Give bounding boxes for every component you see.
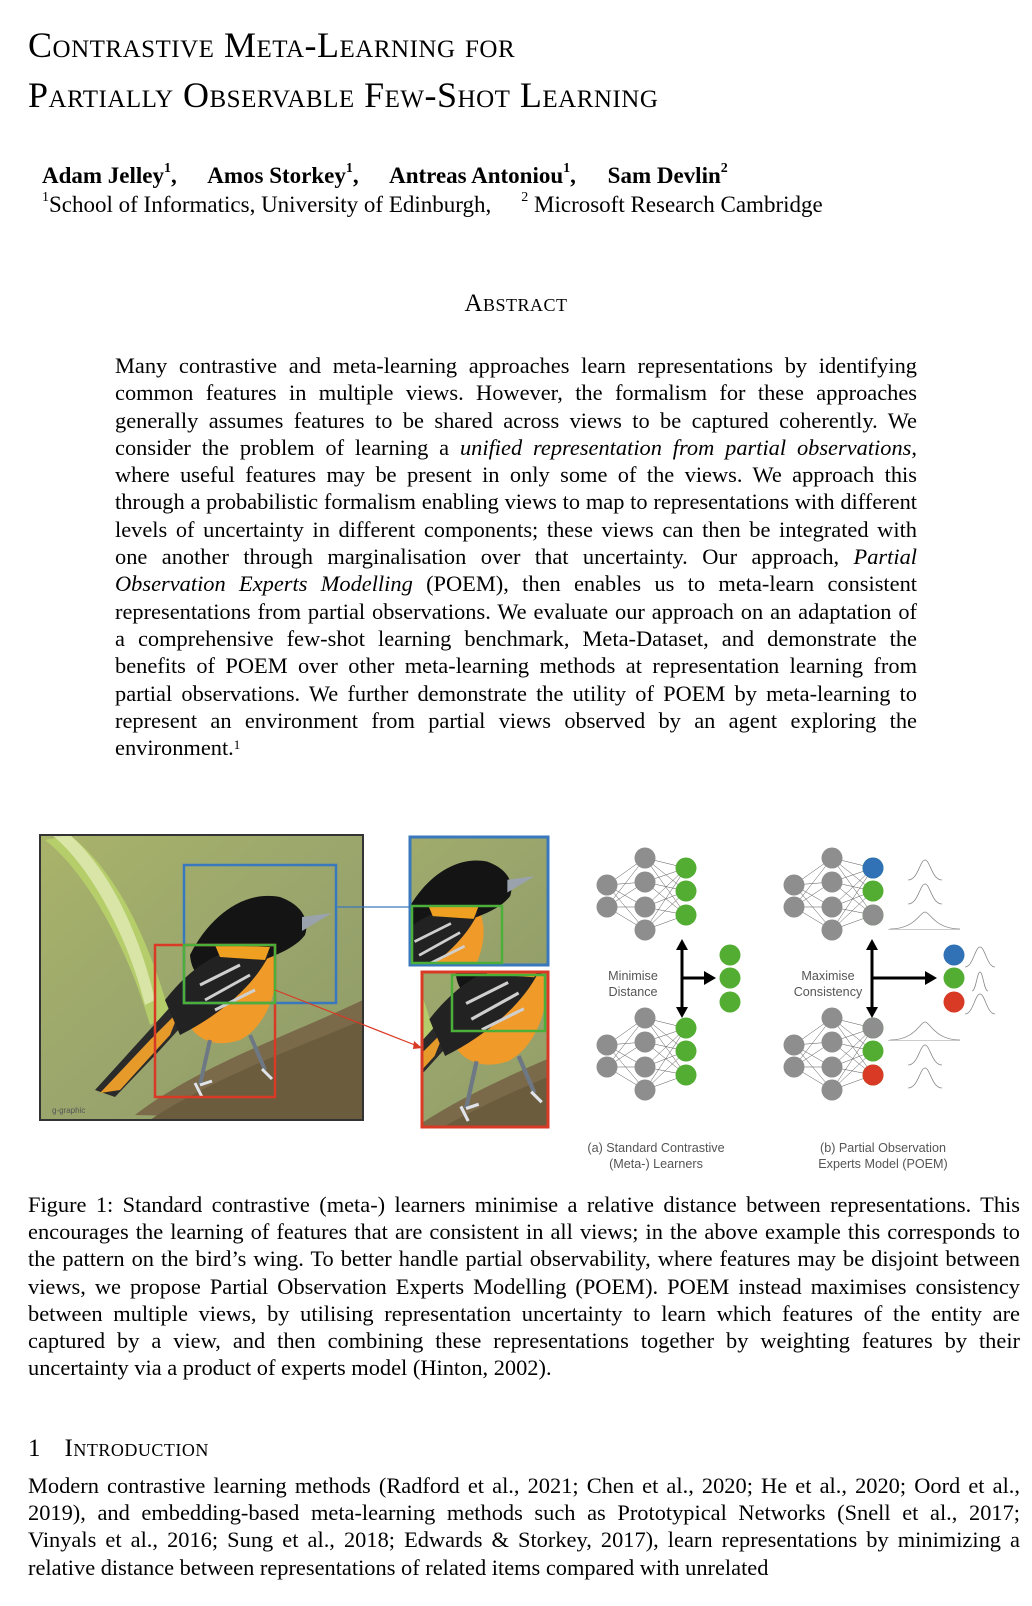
uncertainty-curves (888, 860, 995, 1088)
affiliation-mark: 1 (164, 161, 172, 176)
section-title: Introduction (64, 1435, 209, 1462)
title-line-2: Partially Observable Few-Shot Learning (28, 75, 659, 115)
paper-title (28, 20, 658, 120)
author: Antreas Antoniou$^1$, (389, 161, 576, 188)
panel-b-caption-line: Experts Model (POEM) (818, 1157, 948, 1171)
panel-a-caption-line: (Meta-) Learners (609, 1157, 703, 1171)
abstract-text: Many contrastive and meta-learning approaches learn representations by identifying common features in multiple views. However, the formalism for these approaches generally assumes features to be shared across views to be captured coherently. We consider the problem of learning a (115, 353, 917, 460)
merged-representation-a (720, 945, 741, 1013)
panel-a-label (578, 968, 688, 1000)
affiliation-mark: 1 (42, 190, 49, 205)
panel-a-caption (556, 1140, 756, 1172)
author: Adam Jelley$^1$, (42, 161, 177, 188)
network-a-top (597, 848, 697, 941)
affiliation-mark: 1 (345, 161, 353, 176)
title-line-1: Contrastive Meta-Learning for (28, 25, 516, 65)
abstract-heading: Abstract (464, 290, 568, 317)
panel-b-label-line: Maximise (801, 969, 855, 983)
author-name: Amos Storkey (207, 163, 346, 188)
abstract-emphasis: Partial Observation Experts Modelling (115, 544, 917, 597)
section-heading (28, 1435, 209, 1463)
author-name: Sam Devlin (607, 163, 721, 188)
affiliation-mark: 2 (720, 161, 728, 176)
panel-a-label-line: Distance (608, 985, 658, 999)
panel-a-label-line: Minimise (608, 969, 658, 983)
introduction-text: Modern contrastive learning methods (Radford et al., 2021; Chen et al., 2020; He et al., 2020; Oord et al., 2019), and embedding-based meta-learning methods such as Prototypical Networks (Snell et al., 2017; Vinyals et al., 2016; Sung et al., 2018; Edwards & Storkey, 2017), learn representations by minimizing a relative distance between representations of related items compared with unrelated (28, 1473, 1020, 1580)
figure-1 (0, 820, 1032, 1180)
affiliation-text: School of Informatics, University of Edinburgh, (49, 192, 492, 217)
panel-b-caption-line: (b) Partial Observation (820, 1141, 946, 1155)
section-number: 1 (28, 1435, 41, 1462)
author (608, 163, 728, 188)
affiliations (42, 192, 823, 218)
bird-photo (40, 835, 363, 1120)
panel-b-caption (783, 1140, 983, 1172)
abstract-emphasis: unified representation from partial observations (459, 434, 912, 460)
panel-a-caption-line: (a) Standard Contrastive (587, 1141, 725, 1155)
figure-caption: Figure 1: Standard contrastive (meta-) learners minimise a relative distance between representations. This encourages the learning of features that are consistent in all views; in the above example this corresponds to the pattern on the bird’s wing. To better handle partial observability, where features may be disjoint between views, we propose Partial Observation Experts Modelling (POEM). POEM instead maximises consistency between multiple views, by utilising representation uncertainty to learn which features of the entity are captured by a view, and then combining these representations together by weighting features by their uncertainty via a product of experts model (Hinton, 2002). (28, 1192, 1020, 1381)
figure-1-graphic (0, 820, 1032, 1180)
panel-b-label-line: Consistency (793, 985, 863, 999)
affiliation-mark: 1 (563, 161, 571, 176)
affiliation-text: Microsoft Research Cambridge (534, 192, 823, 217)
merged-representation-b (944, 945, 965, 1013)
network-a-bottom (597, 1008, 697, 1101)
author-name: Antreas Antoniou (389, 163, 564, 188)
author-list (42, 163, 754, 189)
abstract-text: , where useful features may be present in only some of the views. We approach this through a probabilistic formalism enabling views to map to representations with different levels of uncertainty in different components; these views can then be integrated with one another through marginalisation over that uncertainty. Our approach, (115, 434, 917, 570)
author-name: Adam Jelley (42, 163, 165, 188)
affiliation-mark: 2 (521, 190, 529, 205)
author: Amos Storkey$^1$, (207, 161, 359, 188)
abstract-body (115, 352, 917, 761)
photo-watermark: g-graphic (52, 1106, 86, 1115)
panel-b-label (773, 968, 883, 1000)
abstract-text: (POEM), then enables us to meta-learn consistent representations from partial observations. We evaluate our approach on an adaptation of a comprehensive few-shot learning benchmark, Meta-Dataset, and demonstrate the benefits of POEM over other meta-learning methods at representation learning from partial observations. We further demonstrate the utility of POEM by meta-learning to represent an environment from partial views observed by an agent exploring the environment. (115, 571, 917, 761)
footnote-mark: 1 (233, 737, 241, 753)
